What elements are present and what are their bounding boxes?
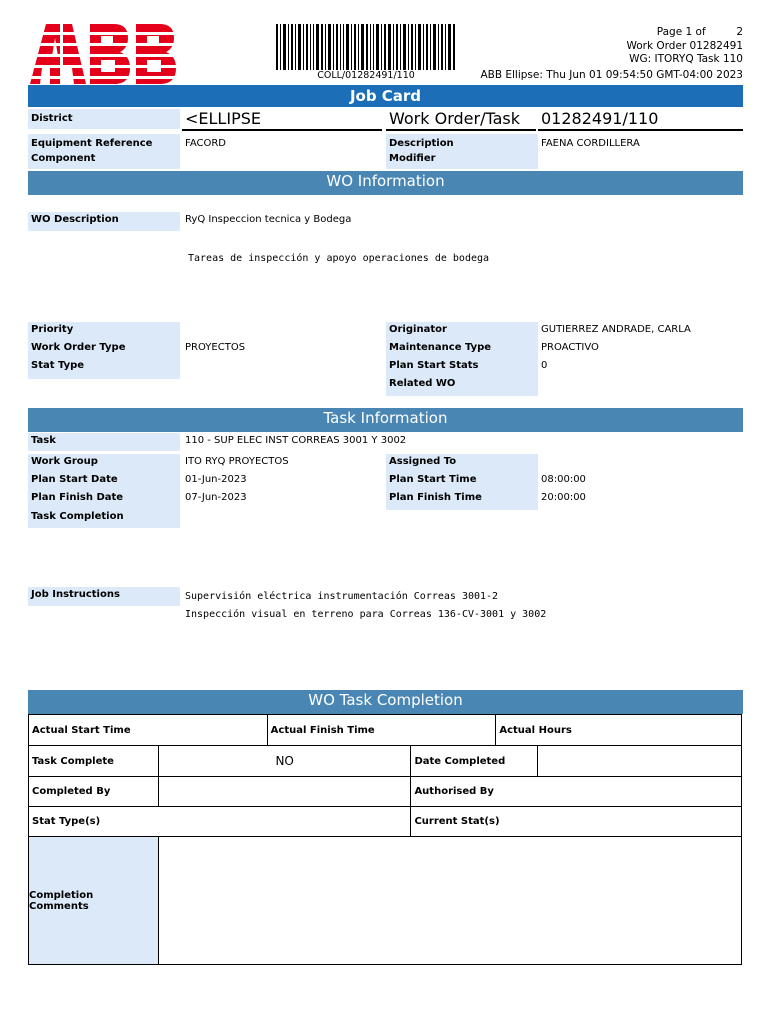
authorised-by-cell: Authorised By [411,777,742,807]
work-group-label: Work Group [31,456,98,467]
description-label: Description [389,138,454,149]
task-complete-cell: Task Complete [29,746,159,777]
district-value: <ELLIPSE [182,107,382,131]
wo-right-labels [386,322,538,396]
job-instructions-line2: Inspección visual en terreno para Correas 136-CV-3001 y 3002 [185,609,547,620]
district-label: District [28,109,180,129]
component-label: Component [31,153,96,164]
work-group-value: ITO RYQ PROYECTOS [185,456,289,467]
equipment-value: FACORD [185,138,227,149]
plan-finish-time-value: 20:00:00 [541,492,586,503]
wo-task-value: 01282491/110 [538,107,743,131]
job-instructions-label: Job Instructions [28,587,180,606]
abb-logo [30,24,190,84]
wo-left-labels [28,322,180,379]
wo-description-label: WO Description [28,212,180,231]
plan-finish-time-label: Plan Finish Time [389,492,482,503]
wo-information-header: WO Information [28,171,743,195]
page-label: Page 1 of [656,26,706,38]
assigned-to-label: Assigned To [389,456,457,467]
barcode-caption: COLL/01282491/110 [317,70,415,81]
completed-by-cell: Completed By [29,777,159,807]
stat-types-cell: Stat Type(s) [29,807,411,837]
originator-value: GUTIERREZ ANDRADE, CARLA [541,324,691,335]
work-order-type-label: Work Order Type [31,342,126,353]
equipment-label-cell [28,134,180,169]
task-label: Task [28,433,180,451]
current-stats-cell: Current Stat(s) [411,807,742,837]
plan-start-time-value: 08:00:00 [541,474,586,485]
wo-task-completion-header: WO Task Completion [28,690,743,714]
priority-label: Priority [31,324,74,335]
job-instructions-line1: Supervisión eléctrica instrumentación Correas 3001-2 [185,591,499,602]
wo-description-value: RyQ Inspeccion tecnica y Bodega [185,214,352,225]
maintenance-type-value: PROACTIVO [541,342,599,353]
plan-start-date-label: Plan Start Date [31,474,118,485]
stat-type-label: Stat Type [31,360,85,371]
wo-extended-text: Tareas de inspección y apoyo operaciones de bodega [188,253,490,264]
actual-finish-time-cell: Actual Finish Time [267,715,496,746]
plan-start-time-label: Plan Start Time [389,474,477,485]
work-order-line: Work Order 01282491 [626,40,743,52]
wo-task-label: Work Order/Task [386,107,536,131]
date-completed-input[interactable] [538,746,742,777]
modifier-label: Modifier [389,153,436,164]
barcode [276,24,456,70]
description-label-cell [386,134,538,169]
system-line: ABB Ellipse: Thu Jun 01 09:54:50 GMT-04:00 2023 [480,69,743,81]
completion-comments-input[interactable] [158,837,741,965]
task-right-labels [386,454,538,510]
work-order-type-value: PROYECTOS [185,342,246,353]
task-left-labels [28,454,180,528]
plan-start-date-value: 01-Jun-2023 [185,474,247,485]
related-wo-label: Related WO [389,378,456,389]
actual-start-time-cell: Actual Start Time [29,715,268,746]
completion-table [28,714,742,965]
task-complete-value[interactable]: NO [158,746,411,777]
plan-start-stats-label: Plan Start Stats [389,360,479,371]
page-total: 2 [736,26,743,38]
completion-comments-label: Completion Comments [29,837,159,965]
completed-by-input[interactable] [158,777,411,807]
actual-hours-cell: Actual Hours [496,715,742,746]
task-completion-label: Task Completion [31,511,124,522]
plan-finish-date-value: 07-Jun-2023 [185,492,247,503]
originator-label: Originator [389,324,447,335]
plan-finish-date-label: Plan Finish Date [31,492,124,503]
wg-line: WG: ITORYQ Task 110 [629,53,743,65]
equipment-reference-label: Equipment Reference [31,138,153,149]
page-title: Job Card [28,85,743,107]
task-value: 110 - SUP ELEC INST CORREAS 3001 Y 3002 [185,435,407,446]
page-indicator [443,26,743,38]
plan-start-stats-value: 0 [541,360,548,371]
task-information-header: Task Information [28,408,743,432]
date-completed-cell: Date Completed [411,746,538,777]
description-value: FAENA CORDILLERA [541,138,640,149]
maintenance-type-label: Maintenance Type [389,342,492,353]
